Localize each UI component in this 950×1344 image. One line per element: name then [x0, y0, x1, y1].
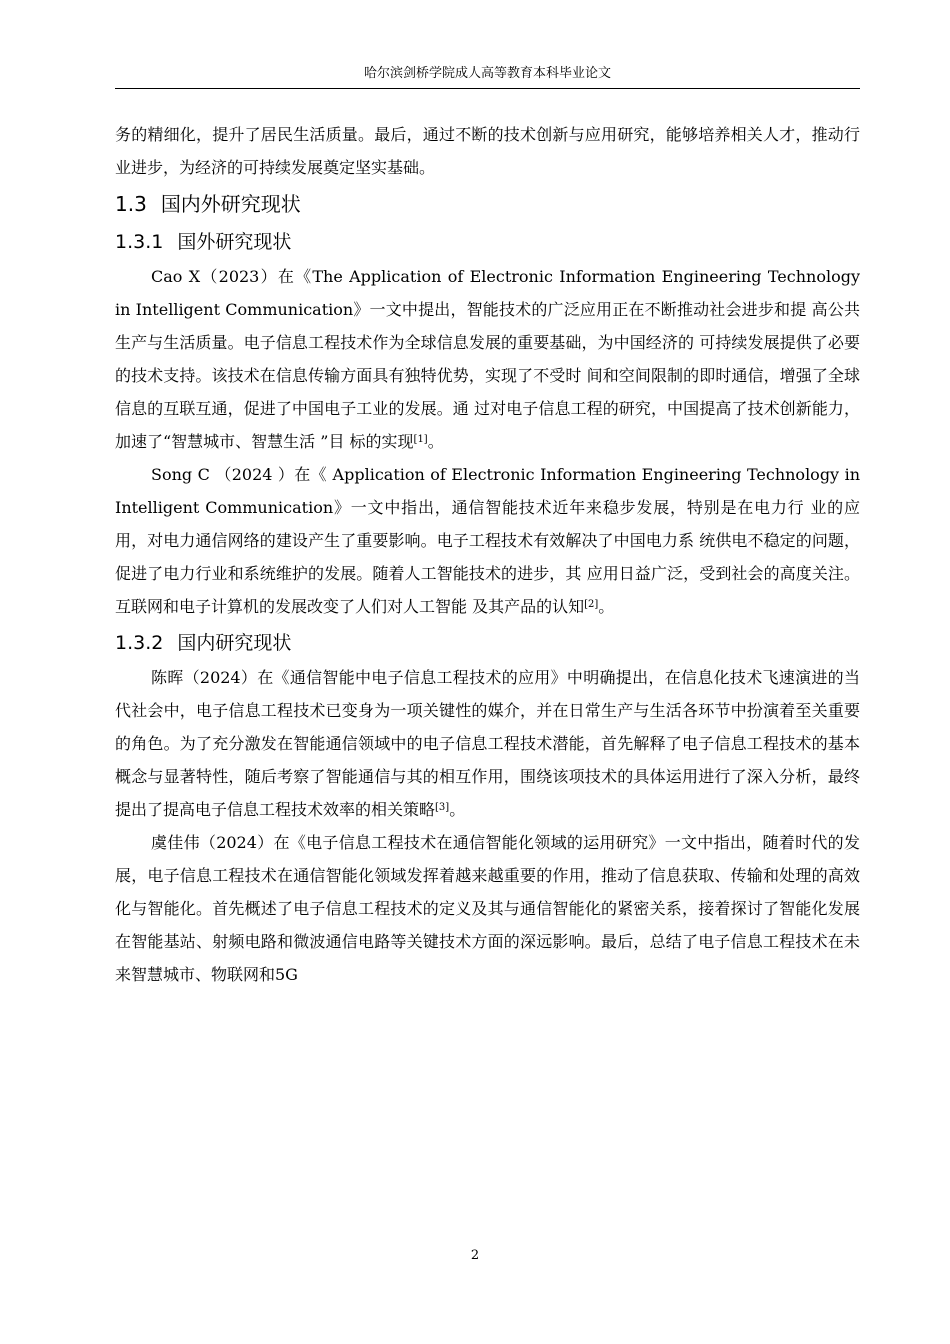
section-number: 1.3.1 — [115, 231, 164, 253]
section-title: 国外研究现状 — [177, 231, 292, 253]
paragraph-song-c — [115, 458, 860, 623]
paragraph-text: Song C （2024 ）在《 Application of Electronic Information Engineering Technology in Intelligent Communication》一文中指出，通信智能技术近年来稳步发展，特别是在电力行 业的应用，对电力通信网络的建设产生了重要影响。电子工程技术有效解决了中国电力系 统供电不稳定的问题，促进了电力行业和系统维护的发展。随着人工智能技术的进步，其 应用日益广泛，受到社会的高度关注。互联网和电子计算机的发展改变了人们对人工智能 及其产品的认知 — [115, 465, 860, 616]
citation-marker: [1] — [413, 434, 428, 445]
section-title: 国内研究现状 — [177, 632, 292, 654]
paragraph-text: 虞佳伟（2024）在《电子信息工程技术在通信智能化领域的运用研究》一文中指出，随着时代的发展，电子信息工程技术在通信智能化领域发挥着越来越重要的作用，推动了信息获取、传输和处理的高效化与智能化。首先概述了电子信息工程技术的定义及其与通信智能化的紧密关系，接着探讨了智能化发展在智能基站、射频电路和微波通信电路等关键技术方面的深远影响。最后，总结了电子信息工程技术在未来智慧城市、物联网和5G — [115, 833, 860, 984]
page-body — [115, 118, 860, 991]
section-number: 1.3 — [115, 192, 147, 216]
section-title: 国内外研究现状 — [160, 192, 301, 216]
page-number: 2 — [470, 1248, 480, 1263]
paragraph-end: 。 — [427, 432, 444, 451]
section-heading-1-3 — [115, 186, 860, 222]
paragraph-yu-jiawei — [115, 826, 860, 991]
paragraph-text: Cao X（2023）在《The Application of Electronic Information Engineering Technology in Intelligent Communication》一文中提出，智能技术的广泛应用正在不断推动社会进步和提 高公共生产与生活质量。电子信息工程技术作为全球信息发展的重要基础，为中国经济的 可持续发展提供了必要的技术支持。该技术在信息传输方面具有独特优势，实现了不受时 间和空间限制的即时通信，增强了全球信息的互联互通，促进了中国电子工业的发展。通 过对电子信息工程的研究，中国提高了技术创新能力，加速了“智慧城市、智慧生活 ”目 标的实现 — [115, 267, 860, 451]
paragraph-cao-x — [115, 260, 860, 458]
intro-paragraph: 务的精细化，提升了居民生活质量。最后，通过不断的技术创新与应用研究，能够培养相关人才，推动行业进步，为经济的可持续发展奠定坚实基础。 — [115, 125, 860, 177]
citation-marker: [2] — [584, 599, 599, 610]
section-heading-1-3-2 — [115, 625, 860, 661]
page-header: 哈尔滨剑桥学院成人高等教育本科毕业论文 — [363, 66, 611, 81]
paragraph-end: 。 — [598, 597, 615, 616]
paragraph-text: 陈晖（2024）在《通信智能中电子信息工程技术的应用》中明确提出，在信息化技术飞速演进的当代社会中，电子信息工程技术已变身为一项关键性的媒介，并在日常生产与生活各环节中扮演着至关重要的角色。为了充分激发在智能通信领域中的电子信息工程技术潜能，首先解释了电子信息工程技术的基本概念与显著特性，随后考察了智能通信与其的相互作用，围绕该项技术的具体运用进行了深入分析，最终提出了提高电子信息工程技术效率的相关策略 — [115, 668, 860, 819]
citation-marker: [3] — [435, 802, 450, 813]
section-number: 1.3.2 — [115, 632, 164, 654]
paragraph-chen-hui — [115, 661, 860, 826]
header-rule — [115, 88, 860, 89]
paragraph-end: 。 — [449, 800, 466, 819]
section-heading-1-3-1 — [115, 224, 860, 260]
